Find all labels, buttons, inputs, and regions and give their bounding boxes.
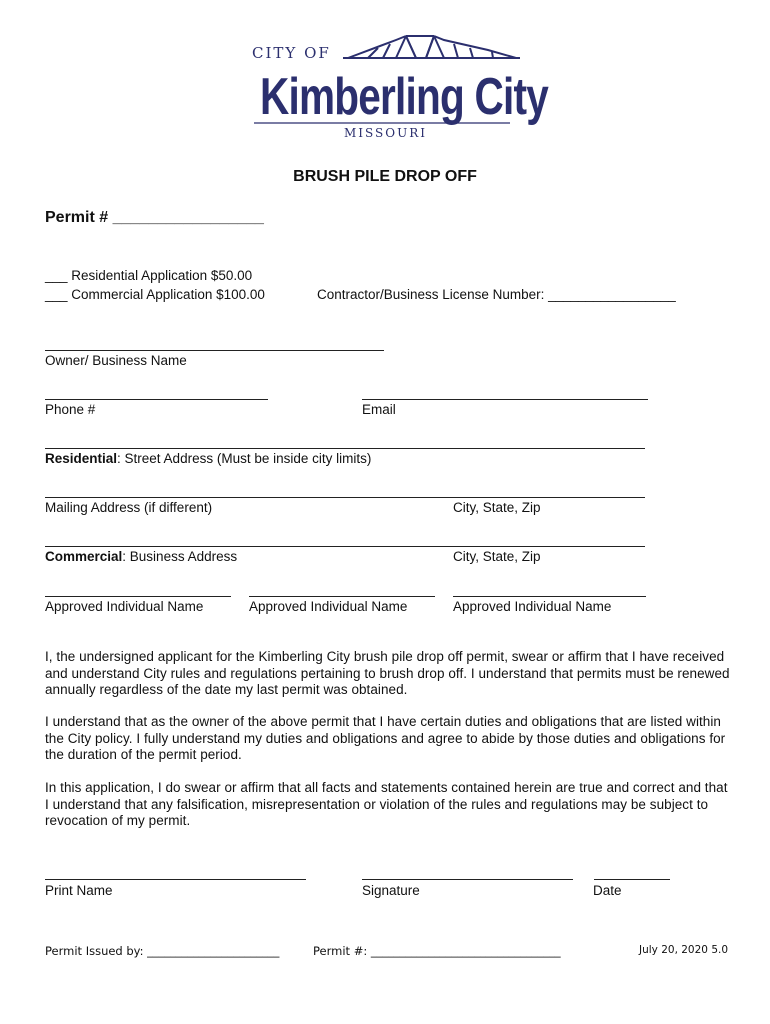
city-state-zip-label: City, State, Zip <box>453 500 541 515</box>
footer-permit-number-field[interactable]: Permit #: _________________________________ <box>313 944 561 958</box>
approved-name-line-1[interactable] <box>45 596 231 597</box>
logo-city-of: CITY OF <box>252 44 331 62</box>
print-name-line[interactable] <box>45 879 306 880</box>
commercial-option[interactable]: ___ Commercial Application $100.00 <box>45 287 265 302</box>
email-label: Email <box>362 402 396 417</box>
signature-line[interactable] <box>362 879 573 880</box>
commercial-address-label: Commercial: Business Address <box>45 549 238 564</box>
affirmation-paragraph-3: In this application, I do swear or affirm that all facts and statements contained herein are true and correct and that I understand that any falsification, misrepresentation or violation of the rules and regulations may be subject to revocation of my permit. <box>45 780 728 828</box>
city-logo <box>248 30 549 145</box>
affirmation-paragraph-2: I understand that as the owner of the above permit that I have certain duties and obligations that are listed within the City policy. I fully understand my duties and obligations and agree to abide by those duties and obligations for the duration of the permit period. <box>45 714 726 762</box>
mailing-address-label: Mailing Address (if different) <box>45 500 213 515</box>
residential-address-label: Residential: Street Address (Must be inside city limits) <box>45 451 372 466</box>
approved-name-label-3: Approved Individual Name <box>453 599 612 614</box>
logo-city-name: Kimberling City <box>260 68 549 126</box>
approved-name-label-1: Approved Individual Name <box>45 599 204 614</box>
owner-label: Owner/ Business Name <box>45 353 187 368</box>
date-label: Date <box>593 883 622 898</box>
approved-name-line-2[interactable] <box>249 596 435 597</box>
approved-name-line-3[interactable] <box>453 596 646 597</box>
form-title: BRUSH PILE DROP OFF <box>293 168 477 185</box>
signature-label: Signature <box>362 883 420 898</box>
phone-label: Phone # <box>45 402 96 417</box>
print-name-label: Print Name <box>45 883 113 898</box>
phone-line[interactable] <box>45 399 268 400</box>
date-line[interactable] <box>594 879 670 880</box>
version-date: July 20, 2020 5.0 <box>639 944 729 956</box>
permit-issued-by-field[interactable]: Permit Issued by: _______________________ <box>45 944 280 958</box>
residential-address-line[interactable] <box>45 448 645 449</box>
permit-number-field[interactable]: Permit # _________________ <box>45 209 264 226</box>
approved-name-label-2: Approved Individual Name <box>249 599 408 614</box>
affirmation-paragraph-1: I, the undersigned applicant for the Kimberling City brush pile drop off permit, swear or affirm that I have received and understand City rules and regulations pertaining to brush drop off. I understand that permits must be renewed annually regardless of the date my last permit was obtained. <box>45 649 730 697</box>
mailing-address-line[interactable] <box>45 497 645 498</box>
commercial-address-line[interactable] <box>45 546 645 547</box>
residential-option[interactable]: ___ Residential Application $50.00 <box>45 268 253 283</box>
logo-state: MISSOURI <box>344 126 427 140</box>
city-state-zip-label: City, State, Zip <box>453 549 541 564</box>
email-line[interactable] <box>362 399 648 400</box>
owner-line[interactable] <box>45 350 384 351</box>
contractor-license-field[interactable]: Contractor/Business License Number: _________________ <box>317 287 676 302</box>
